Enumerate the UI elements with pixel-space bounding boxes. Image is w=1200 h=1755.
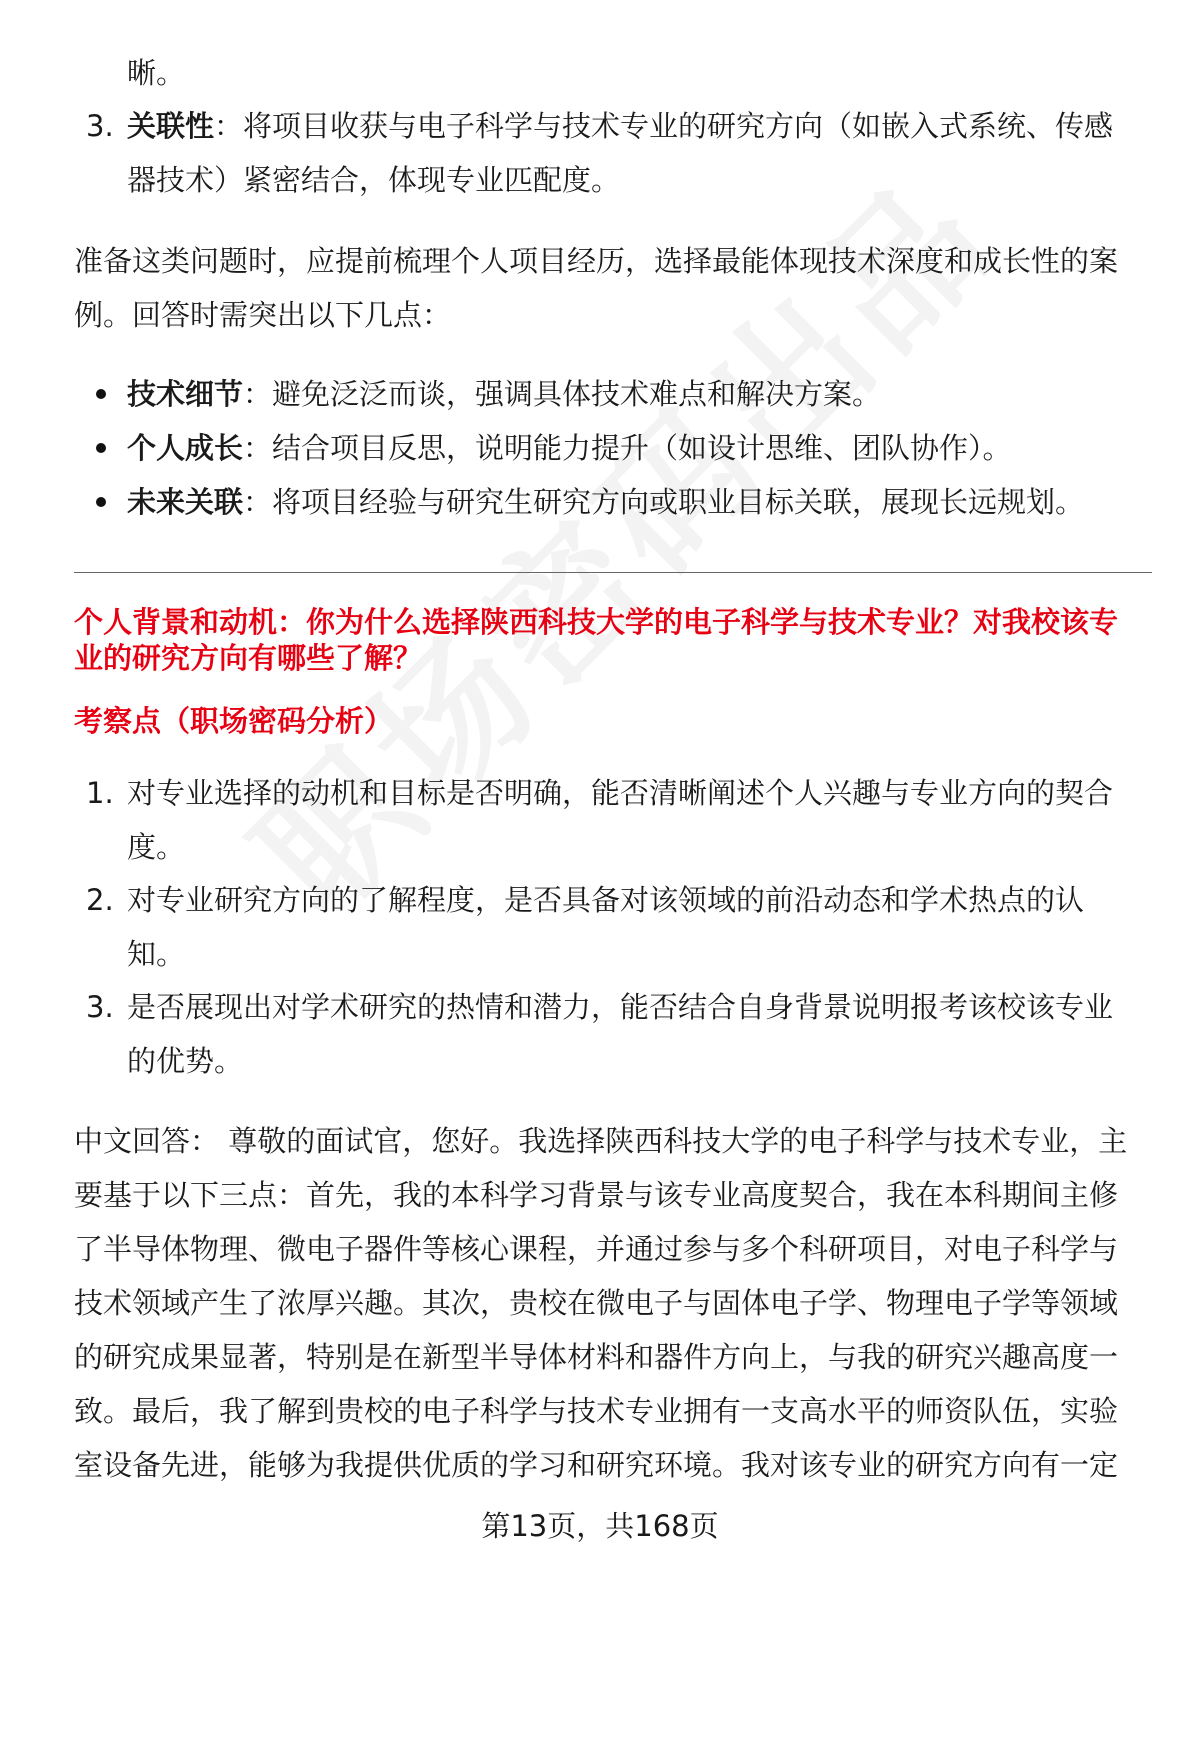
- bullet-term: 技术细节: [127, 377, 244, 411]
- bullet-item: [127, 473, 1157, 532]
- list-item-continuation: 度。: [127, 830, 186, 864]
- answer-line: 了半导体物理、微电子器件等核心课程，并通过参与多个科研项目，对电子科学与: [74, 1232, 1119, 1266]
- list-marker: 2.: [86, 883, 114, 917]
- page-number-footer: 第13页，共168页: [481, 1509, 719, 1543]
- list-item-continuation: 器技术）紧密结合，体现专业匹配度。: [127, 163, 621, 197]
- bullet-icon: [96, 389, 106, 399]
- list-marker: 3.: [86, 109, 114, 143]
- answer-line: 技术领域产生了浓厚兴趣。其次，贵校在微电子与固体电子学、物理电子学等领域: [74, 1286, 1119, 1320]
- answer-line: 中文回答： 尊敬的面试官，您好。我选择陕西科技大学的电子科学与技术专业，主: [74, 1124, 1128, 1158]
- list-item-text: ：将项目收获与电子科学与技术专业的研究方向（如嵌入式系统、传感: [214, 109, 1114, 143]
- list-marker: 3.: [86, 990, 114, 1024]
- question-heading-continuation: 业的研究方向有哪些了解？: [74, 641, 423, 675]
- paragraph-line: 准备这类问题时，应提前梳理个人项目经历，选择最能体现技术深度和成长性的案: [74, 244, 1119, 278]
- bullet-term: 未来关联: [127, 485, 244, 519]
- bullet-text: ：避免泛泛而谈，强调具体技术难点和解决方案。: [243, 377, 882, 411]
- list-item: 对专业研究方向的了解程度，是否具备对该领域的前沿动态和学术热点的认: [127, 883, 1085, 917]
- answer-line: 室设备先进，能够为我提供优质的学习和研究环境。我对该专业的研究方向有一定: [74, 1448, 1119, 1482]
- list-item-continuation: 的优势。: [127, 1044, 244, 1078]
- section-heading: 考察点（职场密码分析）: [74, 704, 394, 738]
- continuation-text: 晰。: [127, 56, 186, 90]
- question-heading: 个人背景和动机：你为什么选择陕西科技大学的电子科学与技术专业？对我校该专: [74, 605, 1119, 639]
- paragraph-line: 例。回答时需突出以下几点：: [74, 298, 452, 332]
- bullet-text: ：结合项目反思，说明能力提升（如设计思维、团队协作）。: [243, 431, 1012, 465]
- answer-line: 的研究成果显著，特别是在新型半导体材料和器件方向上，与我的研究兴趣高度一: [74, 1340, 1119, 1374]
- answer-line: 要基于以下三点：首先，我的本科学习背景与该专业高度契合，我在本科期间主修: [74, 1178, 1119, 1212]
- bullet-term: 个人成长: [127, 431, 244, 465]
- list-item-term: 关联性: [127, 109, 215, 143]
- bullet-icon: [96, 443, 106, 453]
- section-divider: [74, 572, 1152, 573]
- bullet-text: ：将项目经验与研究生研究方向或职业目标关联，展现长远规划。: [243, 485, 1085, 519]
- list-item: 对专业选择的动机和目标是否明确，能否清晰阐述个人兴趣与专业方向的契合: [127, 776, 1114, 810]
- bullet-icon: [96, 497, 106, 507]
- bullet-item: [127, 419, 1157, 478]
- list-item: [127, 97, 1157, 156]
- answer-line: 致。最后，我了解到贵校的电子科学与技术专业拥有一支高水平的师资队伍，实验: [74, 1394, 1119, 1428]
- list-marker: 1.: [86, 776, 114, 810]
- list-item: 是否展现出对学术研究的热情和潜力，能否结合自身背景说明报考该校该专业: [127, 990, 1114, 1024]
- list-item-continuation: 知。: [127, 937, 186, 971]
- bullet-item: [127, 365, 1157, 424]
